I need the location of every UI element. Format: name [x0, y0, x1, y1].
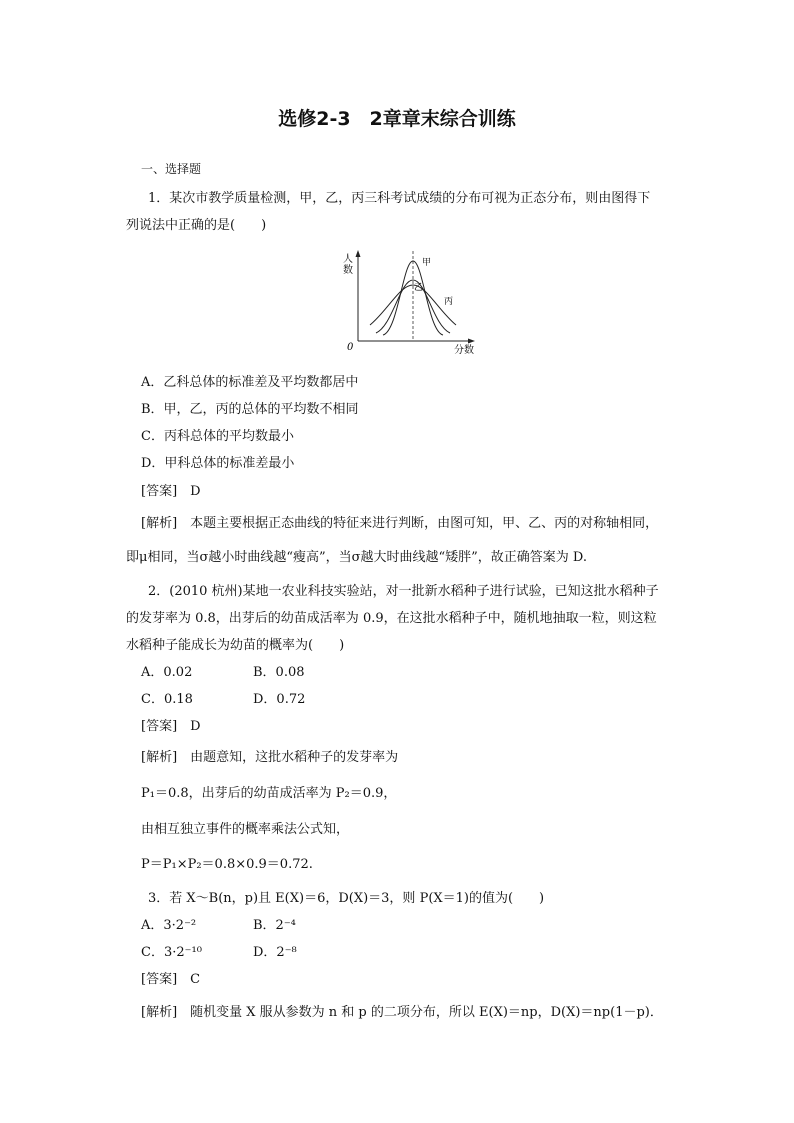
- label-jia: 甲: [422, 258, 432, 268]
- q3-option-d: D．2⁻⁸: [253, 945, 297, 960]
- q2-answer: [答案] D: [141, 719, 201, 734]
- page-title: 选修2-3 2章章末综合训练: [278, 108, 516, 130]
- q2-analysis-line-4: P＝P₁×P₂＝0.8×0.9＝0.72.: [141, 857, 313, 872]
- q3-option-c: C．3·2⁻¹⁰: [141, 945, 202, 960]
- y-axis-arrow: [356, 250, 361, 257]
- q1-stem-line-1: 1．某次市教学质量检测，甲，乙，丙三科考试成绩的分布可视为正态分布，则由图得下: [148, 191, 651, 206]
- normal-distribution-figure: [330, 243, 490, 358]
- x-axis-arrow: [468, 339, 475, 344]
- q3-option-a: A．3·2⁻²: [141, 918, 197, 933]
- q3-answer: [答案] C: [141, 972, 201, 987]
- label-yi: 乙: [414, 283, 424, 293]
- q2-stem-line-3: 水稻种子能成长为幼苗的概率为( ): [126, 638, 345, 653]
- q1-option-b: B．甲，乙，丙的总体的平均数不相同: [141, 402, 359, 417]
- figure-ylabel-1: 人: [343, 254, 353, 265]
- figure-xlabel: 分数: [454, 345, 474, 356]
- q1-option-d: D．甲科总体的标准差最小: [141, 456, 295, 471]
- q3-option-b: B．2⁻⁴: [253, 918, 296, 933]
- q1-stem-line-2: 列说法中正确的是( ): [126, 218, 267, 233]
- q3-stem-line-1: 3．若 X～B(n，p)且 E(X)＝6，D(X)＝3，则 P(X＝1)的值为( ): [148, 891, 545, 906]
- figure-ylabel-2: 数: [343, 265, 353, 276]
- q1-option-a: A．乙科总体的标准差及平均数都居中: [141, 375, 359, 390]
- q2-option-a: A．0.02: [141, 665, 193, 680]
- label-bing: 丙: [444, 297, 454, 307]
- q1-analysis-line-2: 即μ相同，当σ越小时曲线越“瘦高”，当σ越大时曲线越“矮胖”，故正确答案为 D.: [126, 550, 588, 565]
- q2-stem-line-2: 的发芽率为 0.8，出芽后的幼苗成活率为 0.9，在这批水稻种子中，随机地抽取一粒，则这粒: [126, 611, 657, 626]
- q2-option-b: B．0.08: [253, 665, 305, 680]
- q2-analysis-line-2: P₁＝0.8，出芽后的幼苗成活率为 P₂＝0.9，: [141, 786, 397, 801]
- q2-option-d: D．0.72: [253, 692, 306, 707]
- q2-analysis-line-1: [解析] 由题意知，这批水稻种子的发芽率为: [141, 750, 399, 765]
- q2-analysis-line-3: 由相互独立事件的概率乘法公式知，: [141, 822, 350, 837]
- q1-analysis-line-1: [解析] 本题主要根据正态曲线的特征来进行判断，由图可知，甲、乙、丙的对称轴相同，: [141, 516, 659, 531]
- figure-origin: 0: [347, 342, 354, 353]
- q1-option-c: C．丙科总体的平均数最小: [141, 429, 294, 444]
- q2-option-c: C．0.18: [141, 692, 193, 707]
- q3-analysis-line-1: [解析] 随机变量 X 服从参数为 n 和 p 的二项分布，所以 E(X)＝np，D(X)＝np(1－p)．: [141, 1005, 663, 1020]
- q1-answer: [答案] D: [141, 484, 201, 499]
- q2-stem-line-1: 2．(2010 杭州)某地一农业科技实验站，对一批新水稻种子进行试验，已知这批水稻种子: [148, 584, 659, 599]
- section-heading: 一、选择题: [141, 162, 202, 176]
